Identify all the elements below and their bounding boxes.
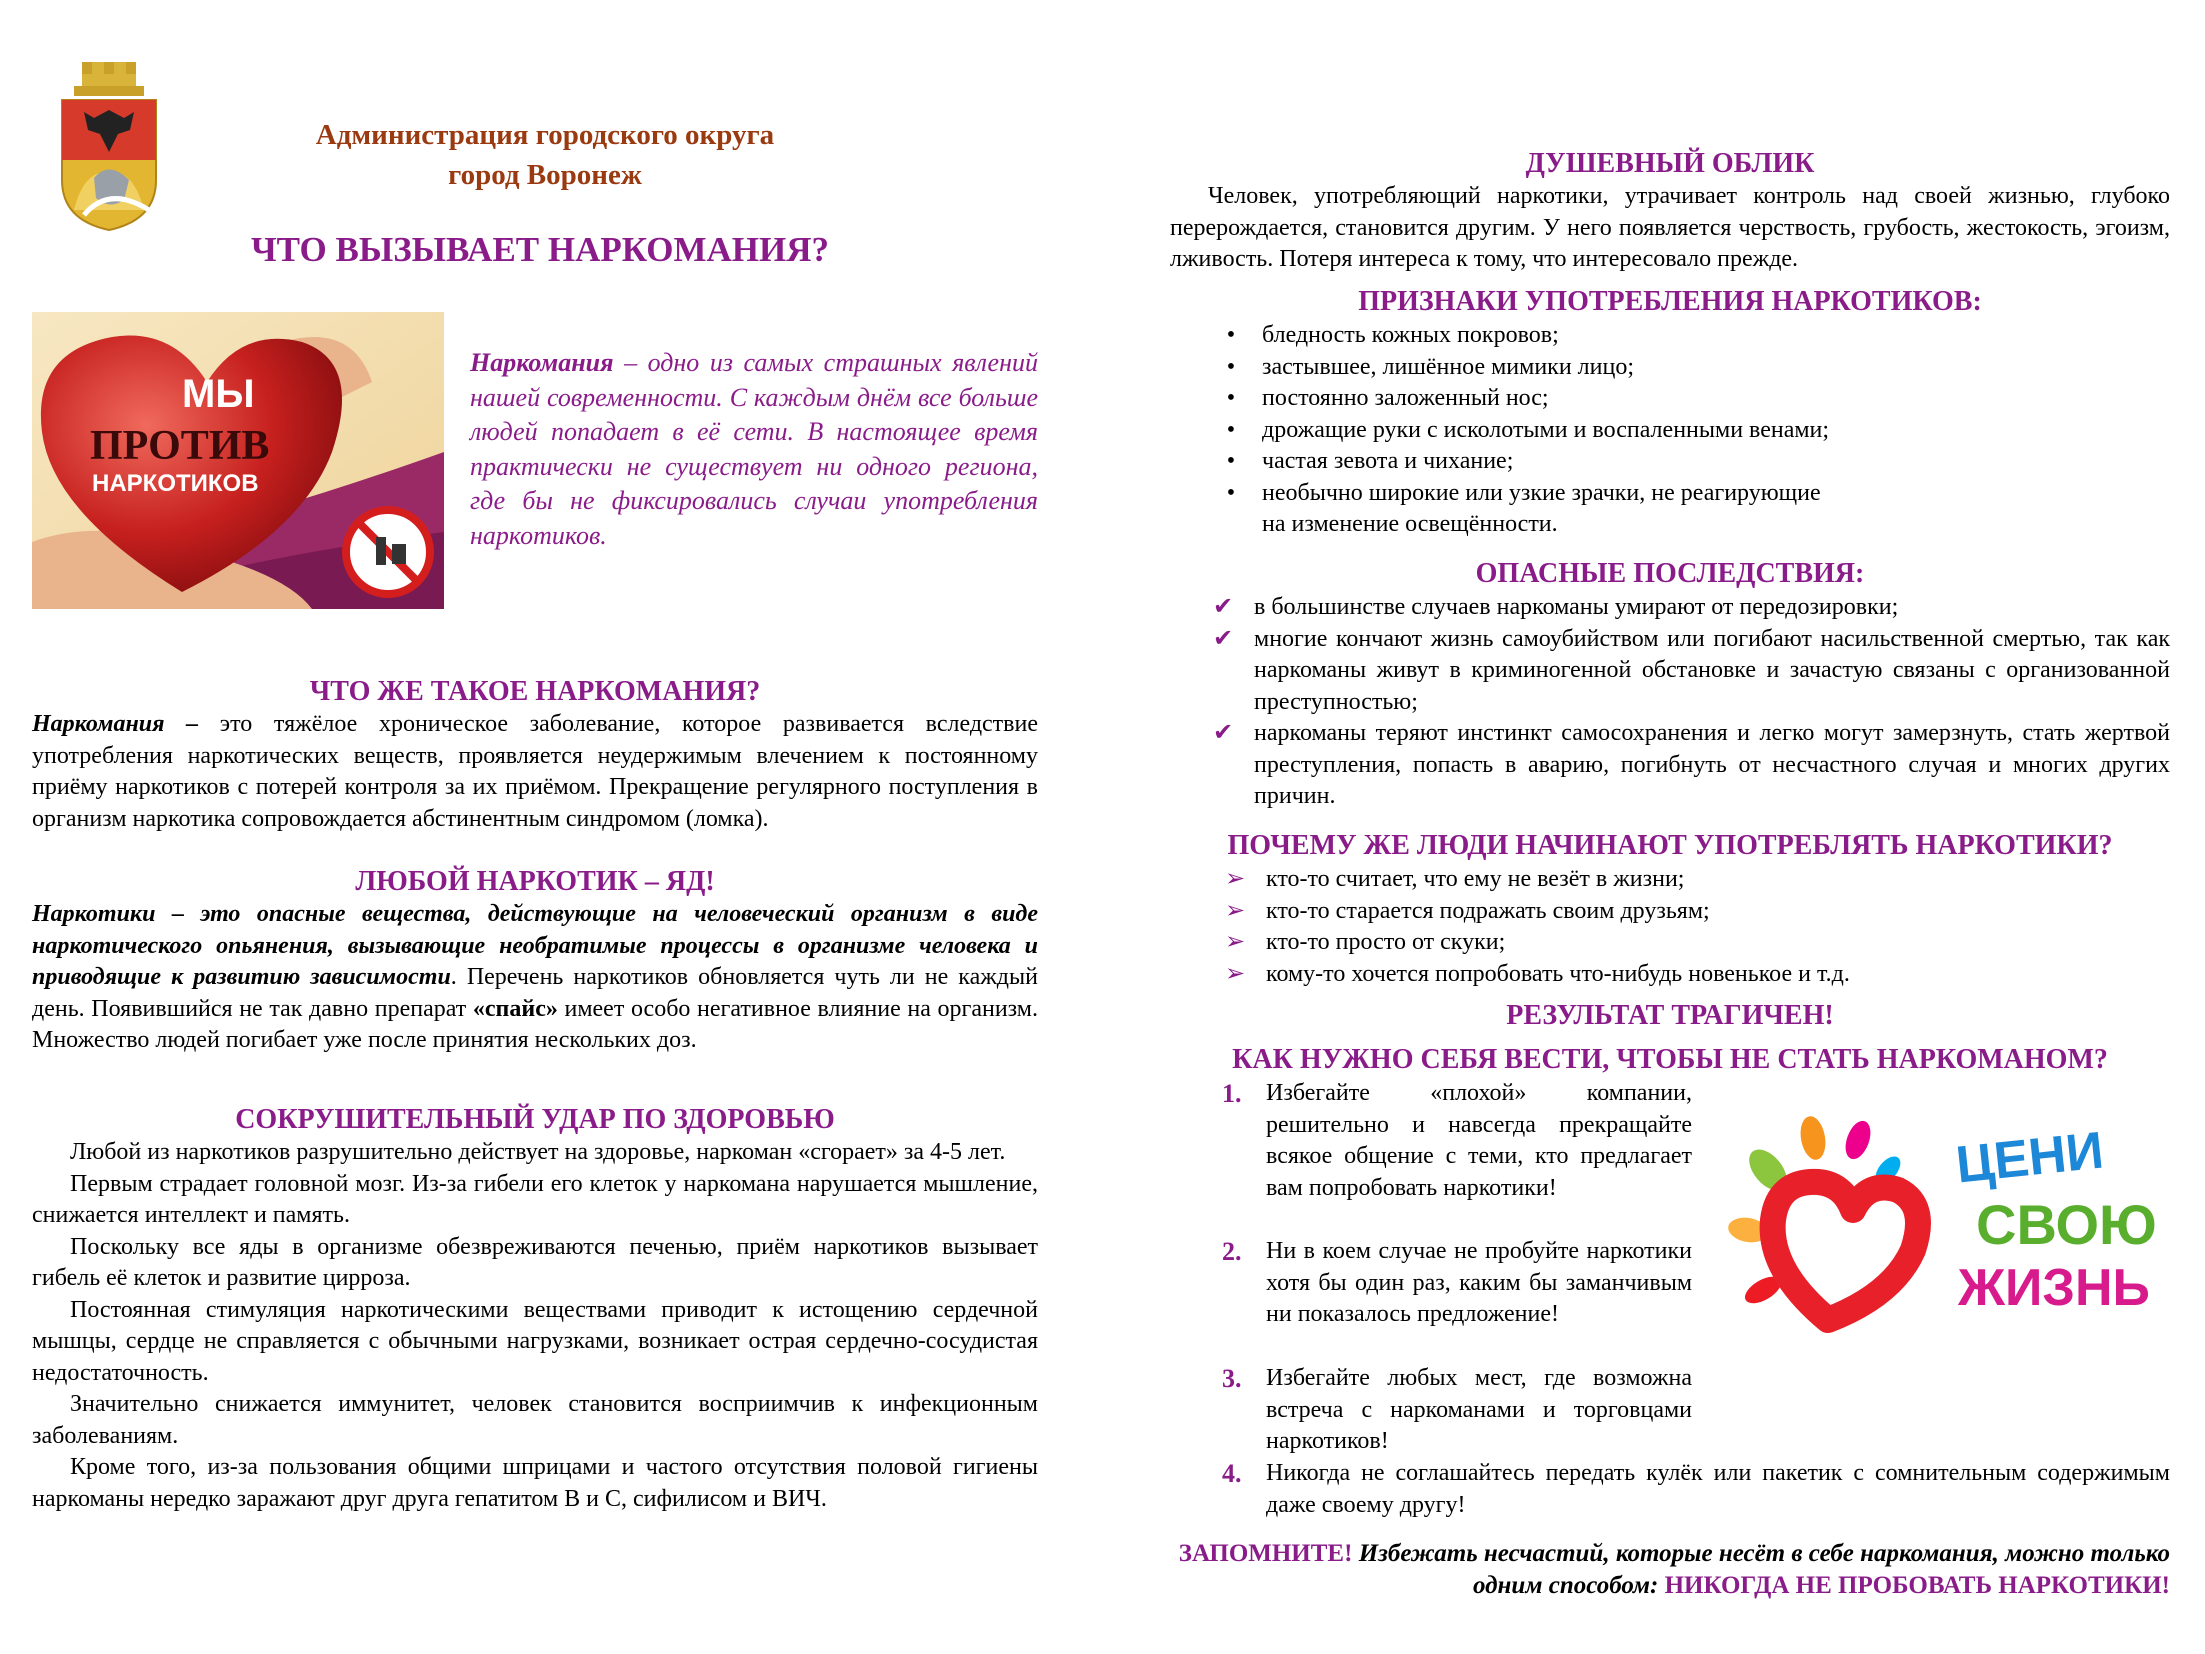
list-item — [1224, 864, 2166, 896]
why-text: кто-то просто от скуки; — [1266, 929, 1506, 955]
arrow-bullet-icon: ➢ — [1224, 897, 1246, 924]
howto-text: Ни в коем случае не пробуйте наркотики хотя бы один раз, каким бы заманчивым ни показалось предложение! — [1266, 1238, 1692, 1327]
soul-paragraph: Человек, употребляющий наркотики, утрачивает контроль над своей жизнью, глубоко перерождается, становится другим. У него появляется черствость, грубость, жестокость, эгоизм, лживость. Потеря интереса к тому, что интересовало прежде. — [1170, 183, 2170, 272]
value-life-image — [1718, 1100, 2178, 1350]
arrow-bullet-icon: ➢ — [1224, 929, 1246, 955]
page-title: ЧТО ВЫЗЫВАЕТ НАРКОМАНИЯ? — [250, 230, 830, 269]
heading-poison: ЛЮБОЙ НАРКОТИК – ЯД! — [355, 866, 715, 897]
list-item — [1226, 352, 2162, 384]
sign-text: бледность кожных покровов; — [1262, 322, 1559, 348]
heading-health: СОКРУШИТЕЛЬНЫЙ УДАР ПО ЗДОРОВЬЮ — [235, 1104, 835, 1135]
what-is-paragraph — [32, 709, 1038, 835]
howto-item — [1222, 1458, 2170, 1521]
why-text: кто-то считает, что ему не везёт в жизни; — [1266, 866, 1685, 892]
bullet-icon: • — [1226, 416, 1236, 443]
signs-list — [1226, 320, 2162, 541]
remember-label: ЗАПОМНИТЕ — [1178, 1540, 1345, 1567]
howto-number: 2. — [1222, 1237, 1242, 1266]
poison-text-1: . Перечень наркотиков обновляется чуть ли не каждый день. Появившийся не так давно препарат — [32, 964, 1038, 1022]
health-paragraph: Постоянная стимуляция наркотическими веществами приводит к истощению сердечной мышцы, сердце не справляется с обычными нагрузками, возникает острая сердечно-сосудистая недостаточность. — [32, 1296, 1038, 1386]
list-item — [1224, 959, 2166, 991]
intro-term: Наркомания — [470, 348, 614, 377]
banner-text-protiv: ПРОТИВ — [90, 423, 270, 469]
list-item-continuation — [1262, 509, 2162, 541]
heading-what-is: ЧТО ЖЕ ТАКОЕ НАРКОМАНИЯ? — [309, 676, 761, 707]
poison-spice: «спайс» — [472, 995, 558, 1022]
heading-soul: ДУШЕВНЫЙ ОБЛИК — [1525, 148, 1815, 179]
value-life-text-1: ЦЕНИ — [1953, 1121, 2107, 1195]
list-item — [1226, 383, 2162, 415]
list-item — [1212, 592, 2170, 624]
health-paragraph: Любой из наркотиков разрушительно действует на здоровье, наркоман «сгорает» за 4-5 лет. — [70, 1139, 1006, 1165]
consequence-text: наркоманы теряют инстинкт самосохранения и легко могут замерзнуть, стать жертвой преступления, попасть в аварию, погибнуть от несчастного случая и многих других причин. — [1254, 720, 2170, 809]
sign-text: частая зевота и чихание; — [1262, 448, 1514, 474]
coat-of-arms-logo — [54, 60, 164, 232]
howto-item — [1222, 1236, 1692, 1331]
bullet-icon: • — [1226, 353, 1236, 380]
why-list — [1224, 864, 2166, 990]
consequences-list — [1212, 592, 2170, 813]
sign-text: необычно широкие или узкие зрачки, не реагирующие — [1262, 479, 1821, 506]
heading-consequences: ОПАСНЫЕ ПОСЛЕДСТВИЯ: — [1475, 558, 1865, 589]
list-item — [1212, 624, 2170, 719]
value-life-text-3: ЖИЗНЬ — [1958, 1259, 2150, 1317]
sign-text: на изменение освещённости. — [1262, 511, 1558, 537]
bullet-icon: • — [1226, 479, 1236, 506]
heading-howto: КАК НУЖНО СЕБЯ ВЕСТИ, ЧТОБЫ НЕ СТАТЬ НАРКОМАНОМ? — [1232, 1044, 2108, 1075]
value-life-text-2: СВОЮ — [1976, 1193, 2157, 1256]
consequence-text: многие кончают жизнь самоубийством или погибают насильственной смертью, так как наркоманы живут в криминогенной обстановке и зачастую связаны с организованной преступностью; — [1254, 625, 2170, 715]
list-item — [1226, 320, 2162, 352]
heading-why: ПОЧЕМУ ЖЕ ЛЮДИ НАЧИНАЮТ УПОТРЕБЛЯТЬ НАРКОТИКИ? — [1227, 830, 2113, 861]
poison-text-2: имеет особо негативное влияние на организм. Множество людей погибает уже после принятия нескольких доз. — [32, 995, 1038, 1053]
sign-text: застывшее, лишённое мимики лицо; — [1262, 353, 1634, 380]
org-line-1: Администрация городского округа — [315, 119, 775, 151]
list-item — [1226, 415, 2162, 447]
health-paragraph: Кроме того, из-за пользования общими шприцами и частого отсутствия половой гигиены наркоманы нередко заражают друг друга гепатитом В и С, сифилисом и ВИЧ. — [32, 1454, 1038, 1512]
bullet-icon: • — [1226, 448, 1236, 474]
intro-text: – одно из самых страшных явлений нашей современности. С каждым днём все больше людей попадает в её сети. В настоящее время практически не существует ни одного региона, где бы не фиксировались случаи употребления наркотиков. — [470, 348, 1038, 550]
checkmark-icon: ✔ — [1212, 625, 1234, 652]
what-is-term: Наркомания – — [32, 711, 199, 737]
poison-definition: Наркотики – это опасные вещества, действующие на человеческий организм в виде наркотического опьянения, вызывающие необратимые процессы в организме человека и приводящие к развитию зависимости — [32, 901, 1038, 990]
why-text: кто-то старается подражать своим друзьям; — [1266, 897, 1710, 924]
sign-text: постоянно заложенный нос; — [1262, 385, 1549, 411]
howto-item — [1222, 1078, 1692, 1204]
poison-paragraph — [32, 899, 1038, 1057]
howto-text: Избегайте любых мест, где возможна встреча с наркоманами и торговцами наркотиков! — [1266, 1365, 1692, 1454]
heading-signs: ПРИЗНАКИ УПОТРЕБЛЕНИЯ НАРКОТИКОВ: — [1358, 286, 1982, 317]
arrow-bullet-icon: ➢ — [1224, 866, 1246, 892]
bullet-icon: • — [1226, 385, 1236, 411]
org-line-2: город Воронеж — [448, 159, 642, 191]
banner-text-my: МЫ — [182, 372, 255, 416]
list-item — [1226, 478, 2162, 510]
howto-number: 4. — [1222, 1459, 1242, 1488]
health-paragraph: Поскольку все яды в организме обезвреживаются печенью, приём наркотиков вызывает гибель её клеток и развитие цирроза. — [32, 1233, 1038, 1291]
health-paragraph: Первым страдает головной мозг. Из-за гибели его клеток у наркомана нарушается мышление, снижается интеллект и память. — [32, 1170, 1038, 1228]
checkmark-icon: ✔ — [1212, 720, 1234, 746]
health-paragraph: Значительно снижается иммунитет, человек становится восприимчив к инфекционным заболеваниям. — [32, 1391, 1038, 1449]
howto-item — [1222, 1363, 1692, 1458]
remember-note — [1170, 1538, 2170, 1602]
howto-number: 3. — [1222, 1364, 1242, 1393]
banner-text-narkotikov: НАРКОТИКОВ — [92, 470, 259, 497]
remember-final: НИКОГДА НЕ ПРОБОВАТЬ НАРКОТИКИ! — [1664, 1572, 2170, 1599]
bullet-icon: • — [1226, 322, 1236, 348]
howto-number: 1. — [1222, 1079, 1242, 1108]
list-item — [1226, 446, 2162, 478]
health-section — [32, 1137, 1038, 1515]
checkmark-icon: ✔ — [1212, 594, 1234, 620]
list-item — [1212, 718, 2170, 813]
list-item — [1224, 927, 2166, 959]
consequence-text: в большинстве случаев наркоманы умирают от передозировки; — [1254, 594, 1899, 620]
intro-paragraph — [470, 346, 1038, 553]
heart-banner-image — [32, 312, 444, 609]
list-item — [1224, 896, 2166, 928]
howto-text: Никогда не соглашайтесь передать кулёк или пакетик с сомнительным содержимым даже своему другу! — [1266, 1460, 2170, 1518]
remember-text: Избежать несчастий, которые несёт в себе наркомания, можно только одним способом: — [1358, 1540, 2170, 1599]
why-text: кому-то хочется попробовать что-нибудь новенькое и т.д. — [1266, 960, 1850, 987]
sign-text: дрожащие руки с исколотыми и воспаленными венами; — [1262, 416, 1830, 443]
howto-text: Избегайте «плохой» компании, решительно и навсегда прекращайте всякое общение с теми, кто предлагает вам попробовать наркотики! — [1266, 1080, 1692, 1201]
remember-excl: ! — [1344, 1540, 1359, 1567]
what-is-text: это тяжёлое хроническое заболевание, которое развивается вследствие употребления наркотических веществ, проявляется неудержимым влечением к постоянному приёму наркотиков с потерей контроля за их приёмом. Прекращение регулярного поступления в организм наркотика сопровождается абстинентным синдромом (ломка). — [32, 711, 1038, 832]
arrow-bullet-icon: ➢ — [1224, 960, 1246, 987]
result-tragic: РЕЗУЛЬТАТ ТРАГИЧЕН! — [1506, 1000, 1834, 1031]
